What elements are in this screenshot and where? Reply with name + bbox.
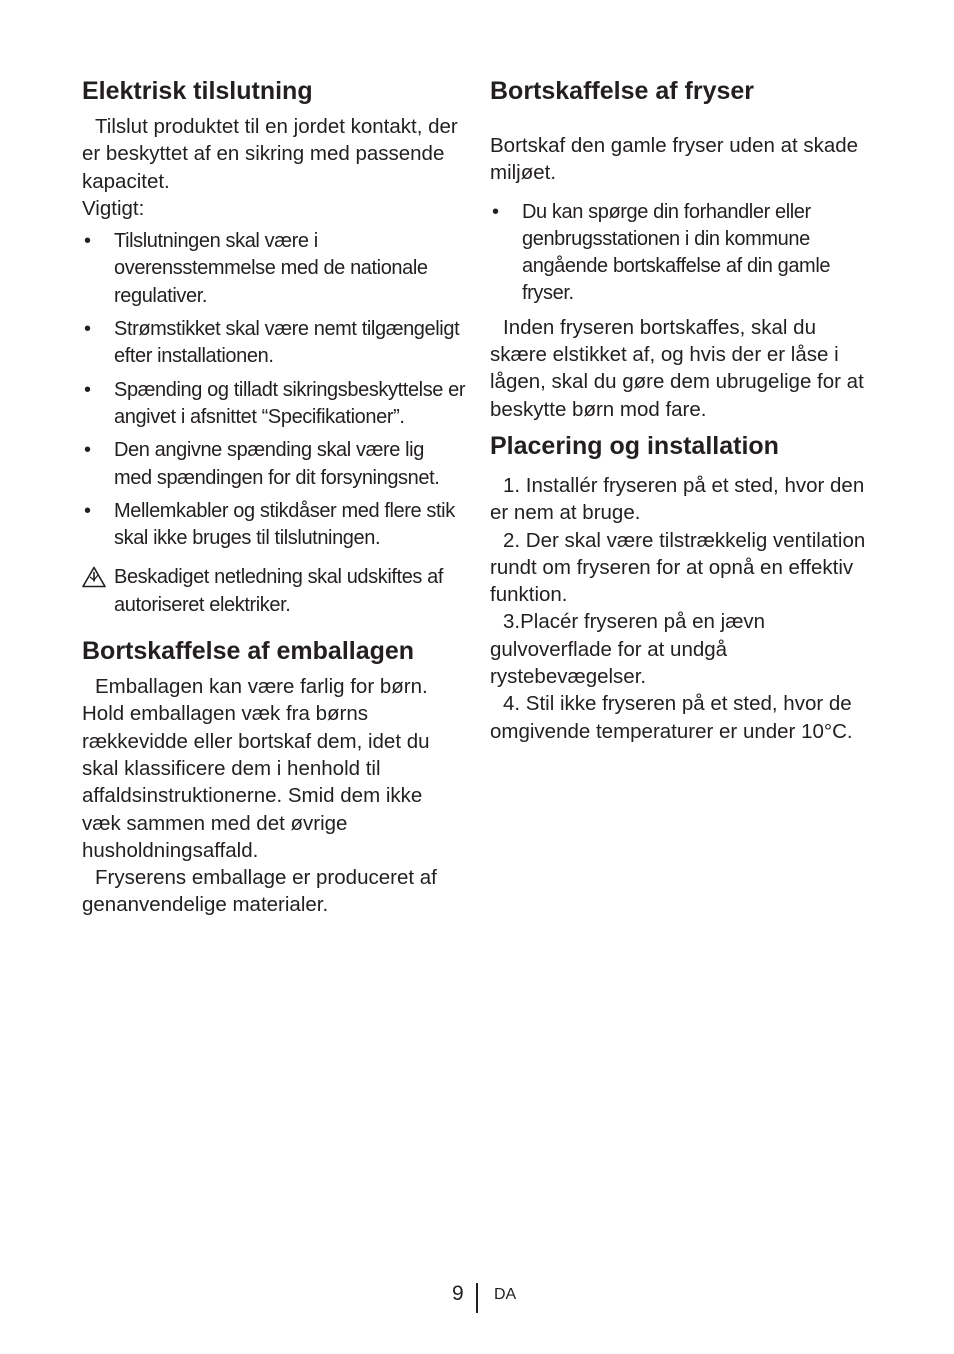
list-item [82, 316, 466, 371]
page-number: 9 [452, 1282, 464, 1305]
list-item [82, 228, 466, 310]
bullet-icon: • [84, 318, 91, 341]
paragraph-connection: Tilslut produktet til en jordet kontakt, der er beskyttet af en sikring med passende kapacitet. [82, 115, 458, 193]
list-item-text: Spænding og tilladt sikringsbeskyttelse er angivet i afsnittet “Specifikationer”. [114, 378, 466, 428]
bullet-icon: • [84, 230, 91, 253]
heading-placement-installation: Placering og installation [490, 431, 779, 460]
installation-step: 4. Stil ikke fryseren på et sted, hvor de omgivende temperaturer er under 10°C. [490, 692, 853, 743]
installation-step: 1. Installér fryseren på et sted, hvor den er nem at bruge. [490, 473, 865, 525]
bullet-icon: • [84, 378, 91, 401]
paragraph-packaging-danger: Emballagen kan være farlig for børn. Hold emballagen væk fra børns rækkevidde eller bortskaf dem, idet du skal klassificere dem i henhold til affaldsinstruktionerne. Smid dem ikke væk sammen med det øvrige husholdningsaffald. [82, 675, 430, 862]
warning-triangle-icon [82, 566, 106, 588]
paragraph-cut-plug: Inden fryseren bortskaffes, skal du skære elstikket af, og hvis der er låse i lågen, skal du gøre dem ubrugelige for at beskytte børn mod fare. [490, 315, 864, 421]
paragraph-important: Vigtigt: [82, 196, 145, 220]
list-item-text: Mellemkabler og stikdåser med flere stik skal ikke bruges til tilslutningen. [114, 499, 455, 550]
language-code: DA [494, 1286, 517, 1303]
warning-note [82, 564, 466, 619]
heading-packaging-disposal: Bortskaffelse af emballagen [82, 637, 415, 666]
bullet-icon: • [84, 499, 91, 522]
paragraph-packaging-material: Fryserens emballage er produceret af genanvendelige materialer. [82, 866, 437, 917]
list-item [82, 498, 466, 553]
list-item [82, 437, 466, 492]
connection-bullet-list [82, 228, 466, 552]
warning-text: Beskadiget netledning skal udskiftes af autoriseret elektriker. [114, 566, 444, 616]
list-item [490, 199, 874, 308]
list-item-text: Tilslutningen skal være i overensstemmelse med de nationale regulativer. [114, 230, 428, 307]
heading-electrical-connection: Elektrisk tilslutning [82, 77, 313, 105]
list-item-text: Den angivne spænding skal være lig med spændingen for dit forsyningsnet. [114, 439, 440, 489]
footer-divider [476, 1283, 478, 1313]
installation-step: 3.Placér fryseren på en jævn gulvoverflade for at undgå rystebevægelser. [490, 610, 766, 689]
right-column [490, 74, 874, 745]
heading-freezer-disposal: Bortskaffelse af fryser [490, 77, 755, 105]
list-item [82, 377, 466, 432]
bullet-icon: • [84, 439, 91, 462]
left-column [82, 74, 466, 919]
page-footer [0, 1280, 954, 1316]
disposal-bullet-list [490, 199, 874, 308]
list-item-text: Strømstikket skal være nemt tilgængeligt efter installationen. [114, 318, 460, 368]
list-item-text: Du kan spørge din forhandler eller genbrugsstationen i din kommune angående bortskaffelse af din gamle fryser. [522, 200, 831, 305]
paragraph-freezer-disposal: Bortskaf den gamle fryser uden at skade miljøet. [490, 134, 859, 185]
bullet-icon: • [492, 200, 499, 223]
installation-step: 2. Der skal være tilstrækkelig ventilation rundt om fryseren for at opnå en effektiv funktion. [490, 528, 866, 607]
